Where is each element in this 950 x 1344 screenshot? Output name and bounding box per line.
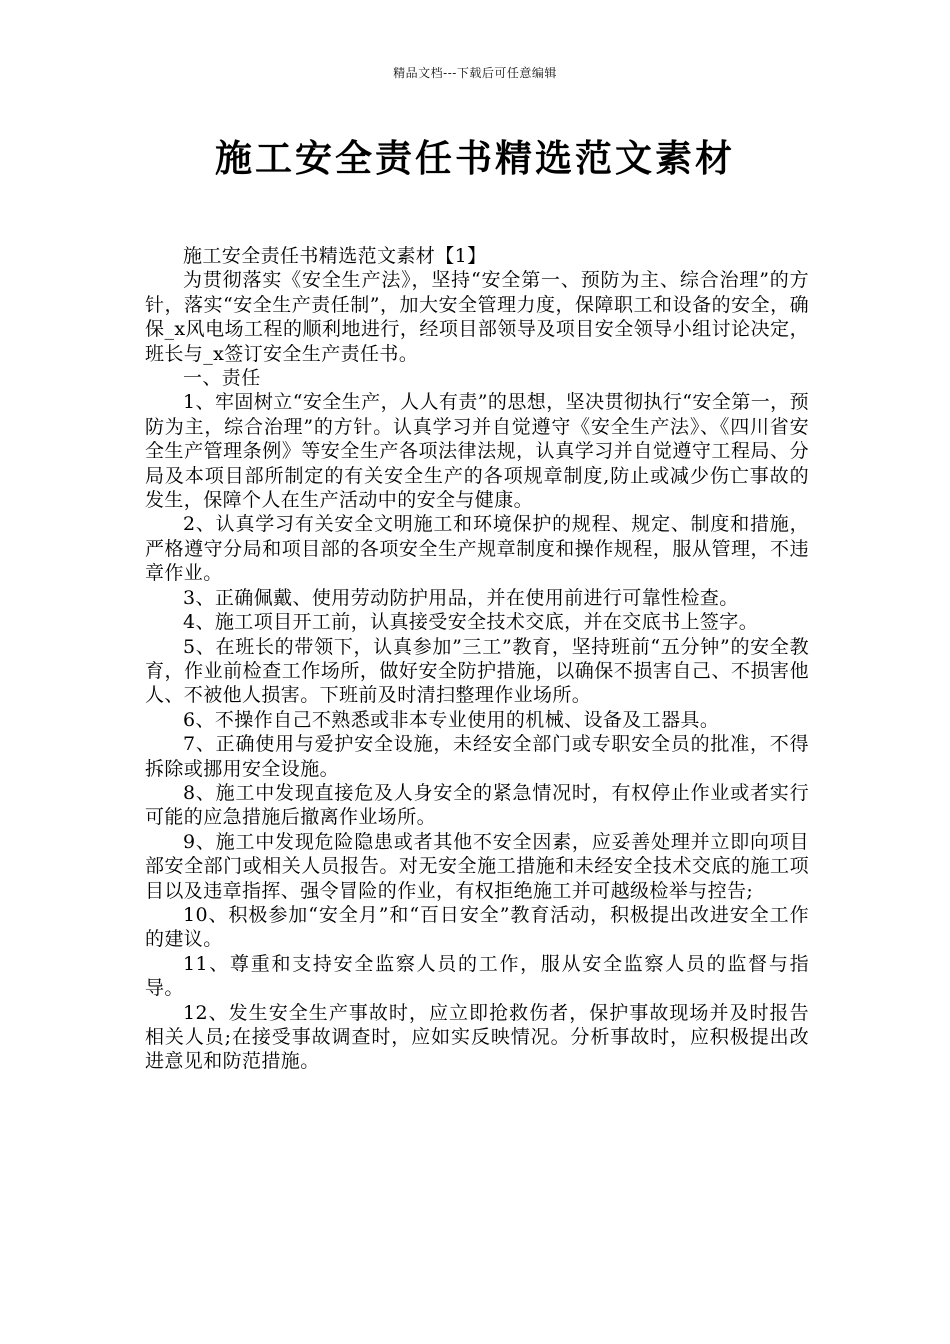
page-header-note: 精品文档---下载后可任意编辑	[393, 66, 557, 80]
document-title: 施工安全责任书精选范文素材	[215, 137, 735, 180]
clause-12: 12、发生安全生产事故时，应立即抢救伤者，保护事故现场并及时报告相关人员;在接受事故调查时，应如实反映情况。分析事故时，应积极提出改进意见和防范措施。	[145, 1001, 809, 1073]
clause-4: 4、施工项目开工前，认真接受安全技术交底，并在交底书上签字。	[183, 611, 759, 634]
responsibility-heading: 一、责任	[183, 367, 261, 390]
clause-7: 7、正确使用与爱护安全设施，未经安全部门或专职安全员的批准，不得拆除或挪用安全设施。	[145, 733, 809, 780]
clause-6: 6、不操作自己不熟悉或非本专业使用的机械、设备及工器具。	[183, 708, 720, 731]
clause-3: 3、正确佩戴、使用劳动防护用品，并在使用前进行可靠性检查。	[183, 586, 739, 609]
clause-8: 8、施工中发现直接危及人身安全的紧急情况时，有权停止作业或者实行可能的应急措施后撤离作业场所。	[145, 781, 809, 829]
clause-10: 10、积极参加“安全月”和“百日安全”教育活动，积极提出改进安全工作的建议。	[145, 903, 809, 951]
clause-5: 5、在班长的带领下，认真参加”三工”教育，坚持班前“五分钟”的安全教育，作业前检查工作场所，做好安全防护措施，以确保不损害自己、不损害他人、不被他人损害。下班前及时清扫整理作业场所。	[145, 635, 809, 707]
document-body	[145, 244, 809, 1074]
clause-9: 9、施工中发现危险隐患或者其他不安全因素，应妥善处理并立即向项目部安全部门或相关人员报告。对无安全施工措施和未经安全技术交底的施工项目以及违章指挥、强令冒险的作业，有权拒绝施工并可越级检举与控告;	[145, 830, 809, 902]
intro-paragraph: 为贯彻落实《安全生产法》，坚持“安全第一、预防为主、综合治理”的方针，落实“安全生产责任制”，加大安全管理力度，保障职工和设备的安全，确保_x风电场工程的顺利地进行，经项目部领导及项目安全领导小组讨论决定，班长与_x签订安全生产责任书。	[145, 269, 809, 365]
section-heading: 施工安全责任书精选范文素材【1】	[183, 245, 487, 267]
clause-1: 1、牢固树立“安全生产，人人有责”的思想，坚决贯彻执行“安全第一，预防为主，综合治理”的方针。认真学习并自觉遵守《安全生产法》、《四川省安全生产管理条例》等安全生产各项法律法规，认真学习并自觉遵守工程局、分局及本项目部所制定的有关安全生产的各项规章制度,防止或减少伤亡事故的发生，保障个人在生产活动中的安全与健康。	[145, 391, 809, 512]
clause-11: 11、尊重和支持安全监察人员的工作，服从安全监察人员的监督与指导。	[145, 952, 809, 1000]
clause-2: 2、认真学习有关安全文明施工和环境保护的规程、规定、制度和措施，严格遵守分局和项目部的各项安全生产规章制度和操作规程，服从管理，不违章作业。	[145, 513, 809, 585]
